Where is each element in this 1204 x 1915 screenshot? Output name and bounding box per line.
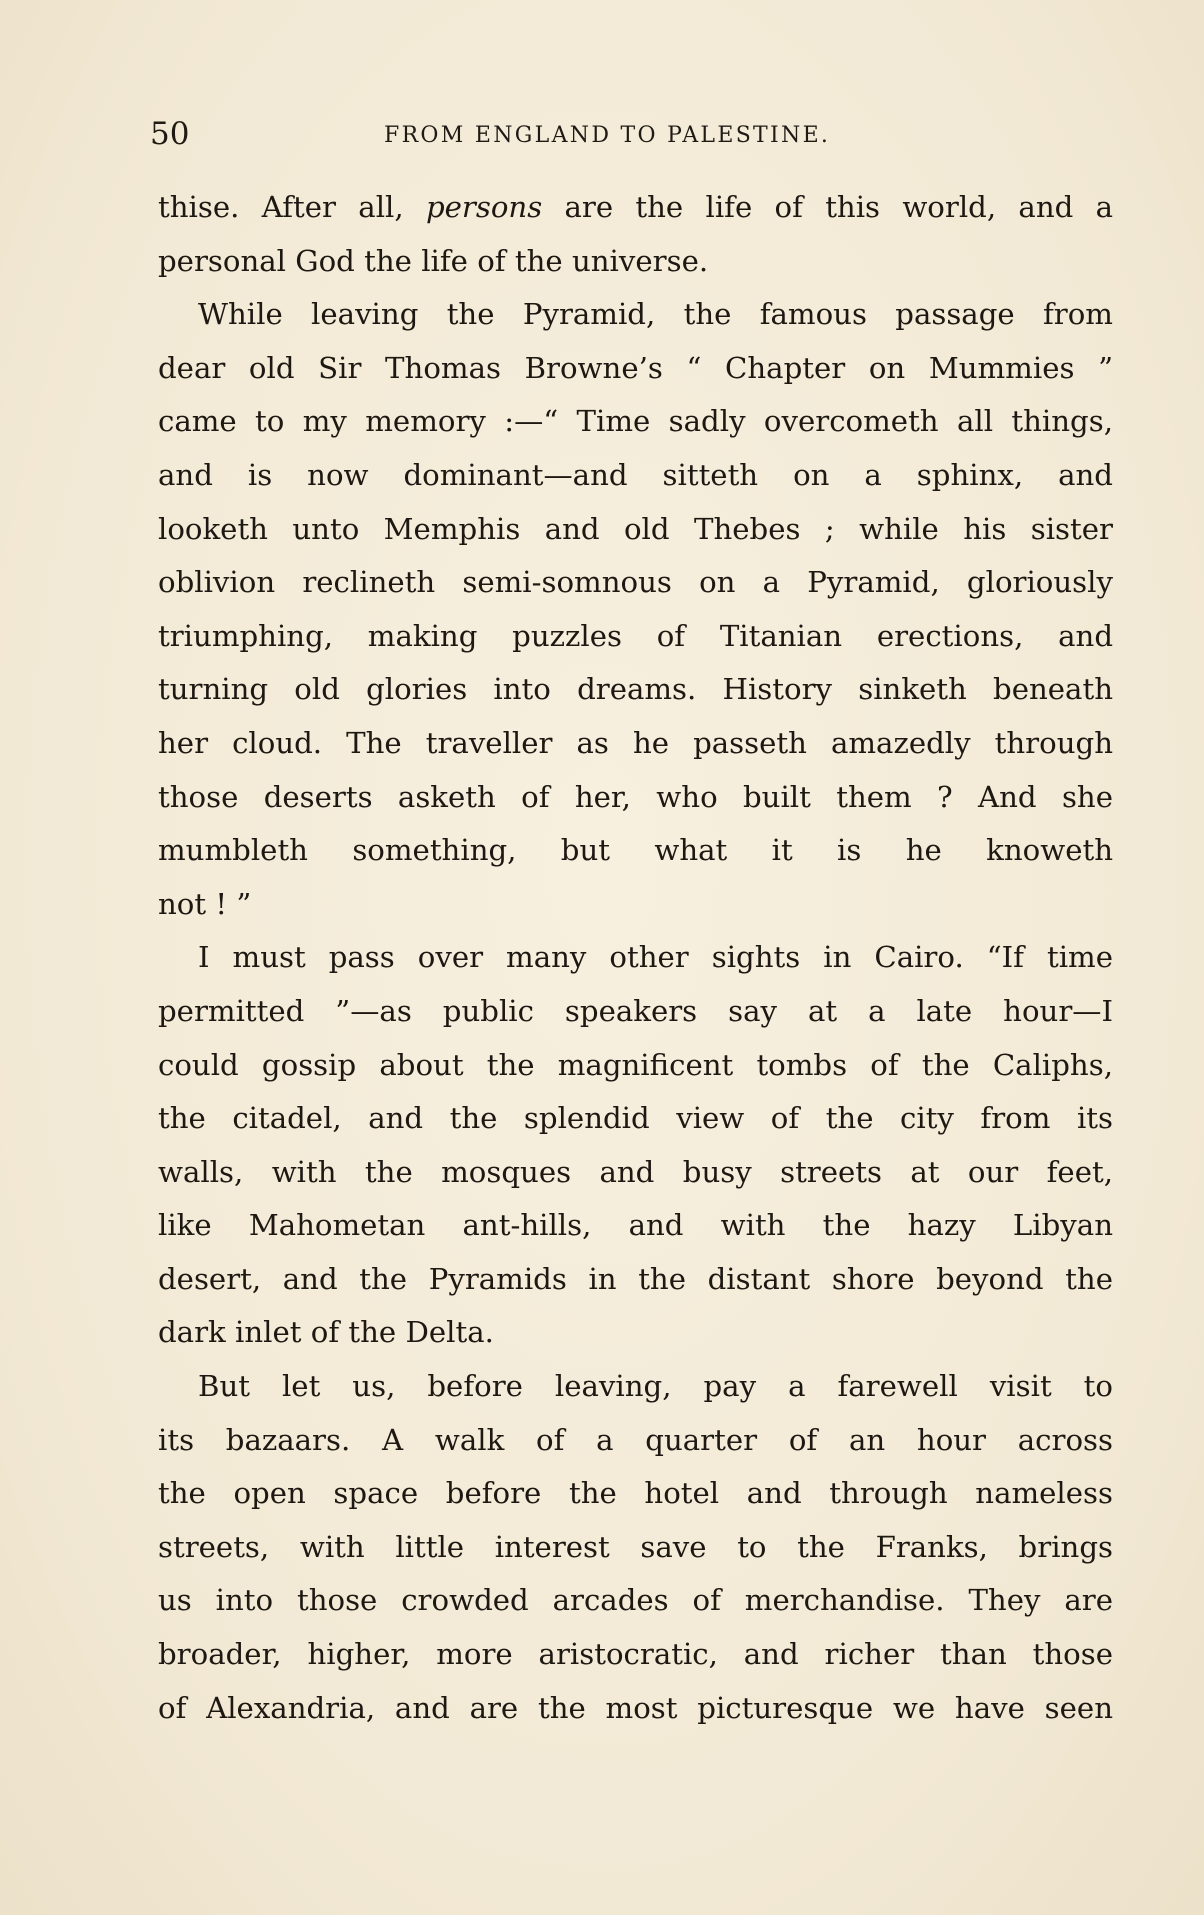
text-line: broader, higher, more aristocratic, and richer than those <box>158 1637 1113 1672</box>
text-line <box>158 181 1113 235</box>
text-line: oblivion reclineth semi-somnous on a Pyramid, gloriously <box>158 565 1113 600</box>
text-line: personal God the life of the universe. <box>158 243 709 278</box>
text-segment: thise. After all, <box>158 190 426 224</box>
text-line: of Alexandria, and are the most picturesque we have seen <box>158 1690 1113 1725</box>
text-line: dear old Sir Thomas Browne’s “ Chapter on Mummies ” <box>158 350 1113 385</box>
text-line: But let us, before leaving, pay a farewell visit to <box>198 1369 1113 1404</box>
running-head: FROM ENGLAND TO PALESTINE. <box>384 123 831 148</box>
text-line: turning old glories into dreams. History sinketh beneath <box>158 672 1113 707</box>
text-line: triumphing, making puzzles of Titanian erections, and <box>158 618 1113 653</box>
text-line: walls, with the mosques and busy streets at our feet, <box>158 1154 1113 1189</box>
text-line: I must pass over many other sights in Cairo. “If time <box>198 940 1113 975</box>
text-line: desert, and the Pyramids in the distant shore beyond the <box>158 1261 1113 1296</box>
body-text <box>158 181 1113 1735</box>
text-line: came to my memory :—“ Time sadly overcometh all things, <box>158 404 1113 439</box>
text-line: looketh unto Memphis and old Thebes ; while his sister <box>158 511 1113 546</box>
text-line: and is now dominant—and sitteth on a sphinx, and <box>158 457 1113 492</box>
text-line: the citadel, and the splendid view of the city from its <box>158 1101 1113 1136</box>
text-line: like Mahometan ant-hills, and with the hazy Libyan <box>158 1208 1113 1243</box>
text-line: dark inlet of the Delta. <box>158 1315 494 1350</box>
text-line: the open space before the hotel and through nameless <box>158 1476 1113 1511</box>
page-header <box>150 112 1112 156</box>
text-line: not ! ” <box>158 886 252 921</box>
text-line: could gossip about the magnificent tombs of the Caliphs, <box>158 1047 1113 1082</box>
text-segment: are the life of this world, and a <box>542 190 1113 224</box>
text-line: its bazaars. A walk of a quarter of an hour across <box>158 1422 1113 1457</box>
italic-word: persons <box>425 190 543 224</box>
page-number: 50 <box>150 116 190 152</box>
text-line: her cloud. The traveller as he passeth amazedly through <box>158 725 1113 760</box>
text-line: permitted ”—as public speakers say at a late hour—I <box>158 993 1113 1028</box>
text-line: While leaving the Pyramid, the famous passage from <box>198 297 1113 332</box>
text-line: us into those crowded arcades of merchandise. They are <box>158 1583 1113 1618</box>
text-line: streets, with little interest save to the Franks, brings <box>158 1529 1113 1564</box>
text-line: those deserts asketh of her, who built them ? And she <box>158 779 1113 814</box>
text-line: mumbleth something, but what it is he knoweth <box>158 833 1113 868</box>
